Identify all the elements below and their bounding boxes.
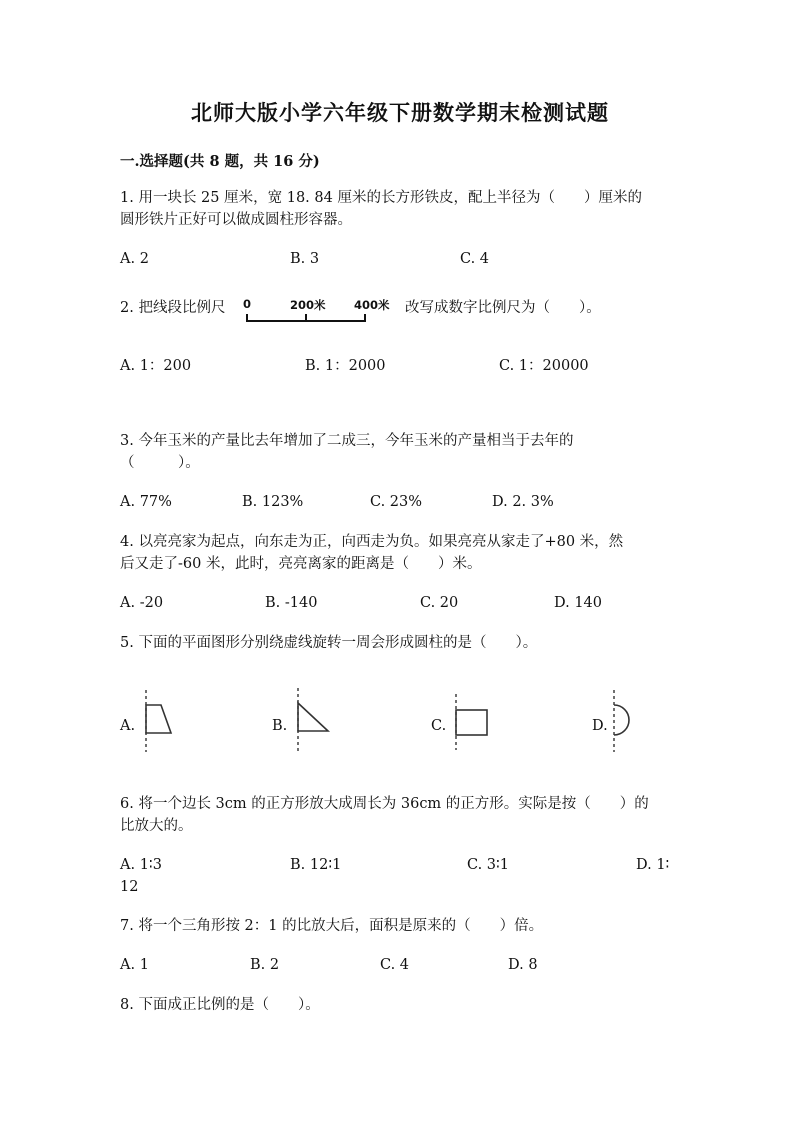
question-5-option-c[interactable]: C. [431, 718, 447, 734]
rectangle-icon [452, 692, 492, 752]
question-3-option-a[interactable]: A. 77% [120, 494, 172, 510]
question-6-line-2: 比放大的。 [120, 818, 193, 834]
trapezoid-icon [140, 688, 180, 754]
question-3-option-b[interactable]: B. 123% [242, 494, 304, 510]
question-1-option-a[interactable]: A. 2 [120, 251, 149, 267]
scale-label-400: 400米 [354, 298, 390, 312]
page-title: 北师大版小学六年级下册数学期末检测试题 [191, 100, 609, 125]
question-7-option-a[interactable]: A. 1 [120, 957, 149, 973]
question-6-line-1: 6. 将一个边长 3cm 的正方形放大成周长为 36cm 的正方形。实际是按（ ）的 [120, 796, 649, 812]
question-5-option-b[interactable]: B. [272, 718, 288, 734]
question-2-option-a[interactable]: A. 1：200 [120, 358, 192, 374]
question-4-option-a[interactable]: A. -20 [120, 595, 164, 611]
question-1-line-1: 1. 用一块长 25 厘米，宽 18. 84 厘米的长方形铁皮，配上半径为（ ）厘米的 [120, 190, 642, 206]
question-5-line-1: 5. 下面的平面图形分别绕虚线旋转一周会形成圆柱的是（ ）。 [120, 635, 538, 651]
question-3-option-c[interactable]: C. 23% [370, 494, 423, 510]
question-4-option-b[interactable]: B. -140 [265, 595, 318, 611]
question-1-line-2: 圆形铁片正好可以做成圆柱形容器。 [120, 212, 352, 228]
question-3-option-d[interactable]: D. 2. 3% [492, 494, 554, 510]
section-heading: 一.选择题(共 8 题，共 16 分) [120, 153, 320, 170]
question-6-option-a[interactable]: A. 1∶3 [120, 857, 162, 873]
question-6-option-d-wrap: 12 [120, 879, 139, 895]
question-7-option-d[interactable]: D. 8 [508, 957, 538, 973]
question-5-option-d[interactable]: D. [592, 718, 608, 734]
question-4-option-c[interactable]: C. 20 [420, 595, 459, 611]
question-2-option-b[interactable]: B. 1：2000 [305, 358, 386, 374]
question-2-prefix: 2. 把线段比例尺 [120, 300, 226, 316]
question-1-option-c[interactable]: C. 4 [460, 251, 490, 267]
question-4-line-1: 4. 以亮亮家为起点，向东走为正，向西走为负。如果亮亮从家走了+80 米，然 [120, 534, 624, 550]
triangle-icon [292, 686, 332, 754]
line-scale-bar [245, 312, 370, 324]
question-5-option-a[interactable]: A. [120, 718, 136, 734]
question-6-option-c[interactable]: C. 3∶1 [467, 857, 510, 873]
question-3-line-2: （ ）。 [120, 455, 200, 471]
scale-label-200: 200米 [290, 298, 326, 312]
semicircle-icon [608, 688, 638, 754]
question-7-option-b[interactable]: B. 2 [250, 957, 280, 973]
question-7-option-c[interactable]: C. 4 [380, 957, 410, 973]
question-2-suffix: 改写成数字比例尺为（ ）。 [405, 300, 601, 316]
question-1-option-b[interactable]: B. 3 [290, 251, 320, 267]
question-4-option-d[interactable]: D. 140 [554, 595, 603, 611]
question-2-option-c[interactable]: C. 1：20000 [499, 358, 589, 374]
question-3-line-1: 3. 今年玉米的产量比去年增加了二成三，今年玉米的产量相当于去年的 [120, 433, 574, 449]
question-6-option-b[interactable]: B. 12∶1 [290, 857, 342, 873]
question-7-line-1: 7. 将一个三角形按 2：1 的比放大后，面积是原来的（ ）倍。 [120, 918, 544, 934]
question-8-line-1: 8. 下面成正比例的是（ ）。 [120, 997, 320, 1013]
scale-label-0: 0 [243, 297, 252, 311]
question-4-line-2: 后又走了-60 米，此时，亮亮离家的距离是（ ）米。 [120, 556, 482, 572]
question-6-option-d[interactable]: D. 1∶ [636, 857, 670, 873]
